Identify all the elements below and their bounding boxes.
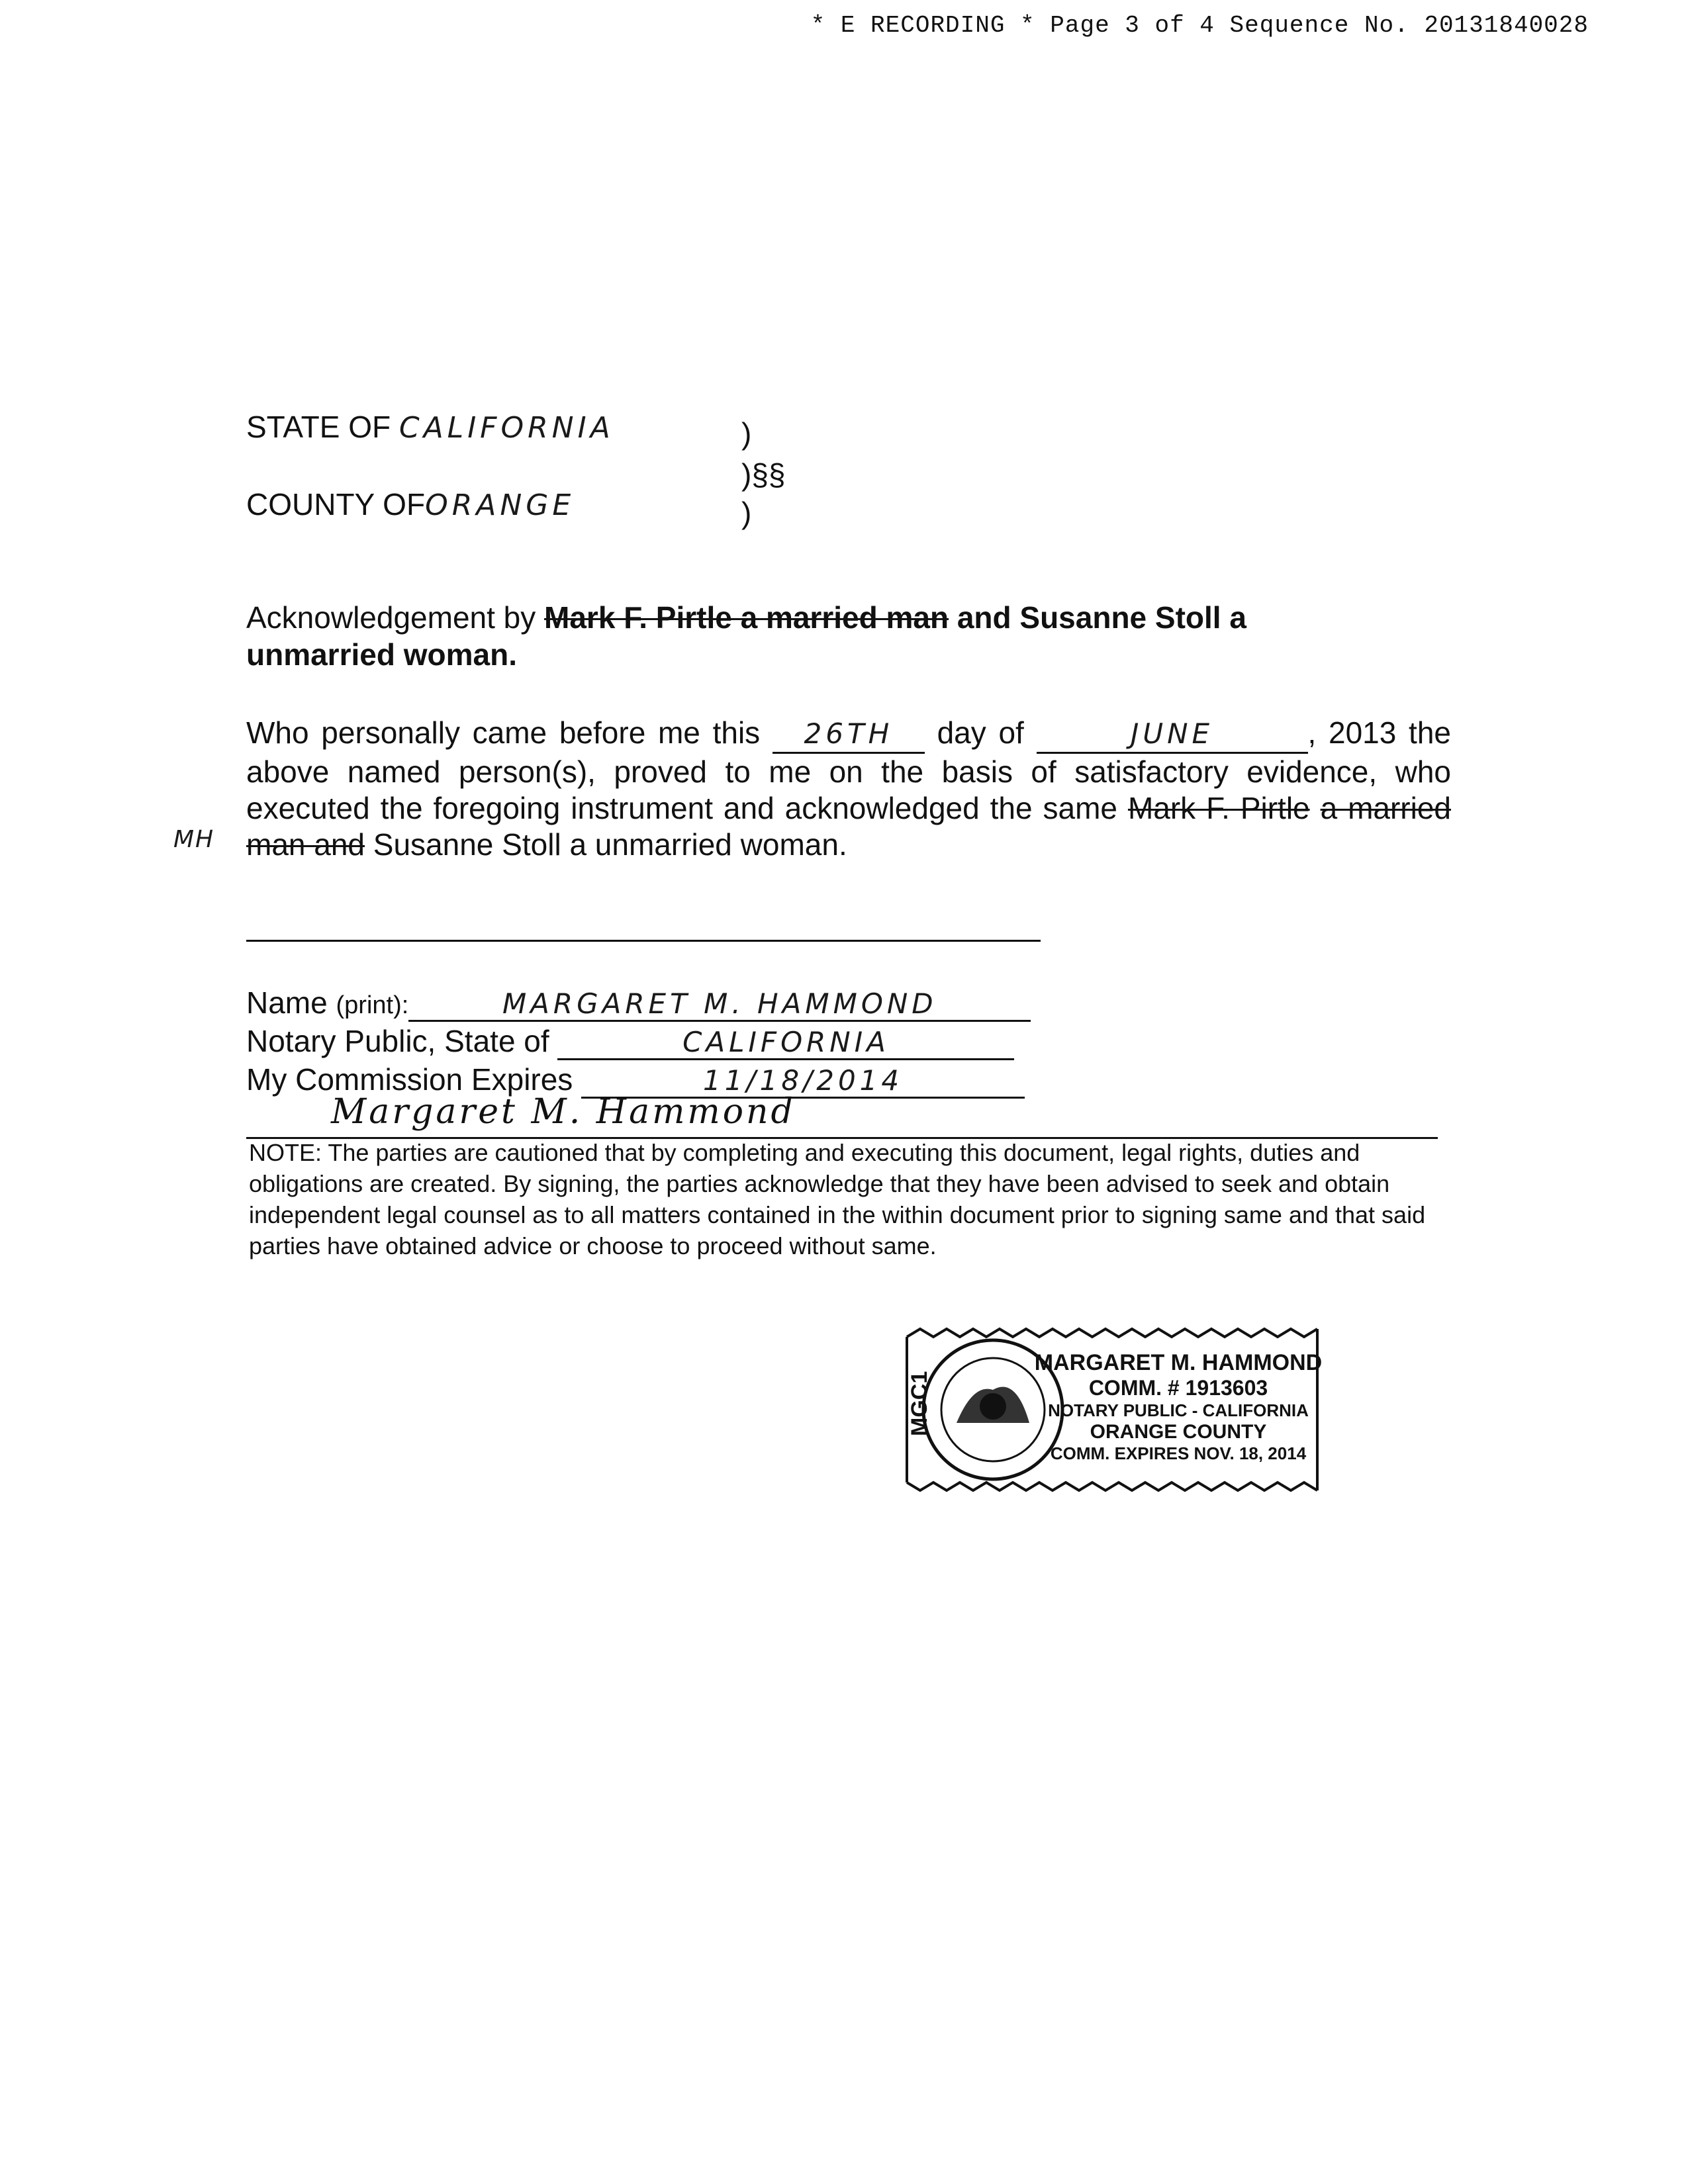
seal-name: MARGARET M. HAMMOND (1034, 1350, 1323, 1375)
seal-title: NOTARY PUBLIC - CALIFORNIA (1048, 1400, 1309, 1420)
seal-county: ORANGE COUNTY (1090, 1421, 1267, 1443)
month-field: JUNE (1037, 715, 1308, 754)
state-line (246, 409, 614, 445)
ack-struck-name: Mark F. Pirtle a married man (544, 600, 949, 635)
notary-signature: Margaret M. Hammond (331, 1092, 796, 1132)
notary-state-label: Notary Public, State of (246, 1024, 549, 1058)
acknowledgement-heading (246, 599, 1358, 673)
notary-state-value: CALIFORNIA (557, 1026, 1014, 1060)
day-field: 26TH (773, 715, 925, 754)
body-struck-1: Mark F. Pirtle (1127, 791, 1310, 825)
venue-paren-bottom: ) (741, 496, 752, 530)
recording-header: * E RECORDING * Page 3 of 4 Sequence No. 20131840028 (810, 12, 1589, 39)
seal-side-label-left: MGC1 (907, 1371, 932, 1436)
margin-initials: MH (173, 826, 215, 853)
venue-section-mark: )§§ (741, 457, 786, 492)
expires-value: 11/18/2014 (581, 1064, 1025, 1099)
body-part3: the above named person(s), proved to me on the basis of satisfactory evidence, who executed the foregoing instrument and acknowledged the same (246, 715, 1451, 825)
signature-line (246, 940, 1041, 942)
name-label: Name (246, 985, 328, 1020)
note-paragraph: NOTE: The parties are cautioned that by completing and executing this document, legal rights, duties and obligations are created. By signing, the parties acknowledge that they have been advised to seek and obtain independent legal counsel as to all matters contained in the within document prior to signing same and that said parties have obtained advice or choose to proceed without same. (249, 1139, 1426, 1259)
ack-suffix: and Susanne Stoll a unmarried woman. (246, 600, 1246, 672)
state-value: CALIFORNIA (399, 411, 614, 445)
seal-text-block (1033, 1350, 1324, 1464)
state-label: STATE OF (246, 410, 391, 444)
seal-comm: COMM. # 1913603 (1088, 1376, 1268, 1400)
expires-label: My Commission Expires (246, 1062, 573, 1097)
name-value: MARGARET M. HAMMOND (408, 987, 1031, 1022)
body-part1: Who personally came before me this (246, 715, 761, 750)
county-line (246, 486, 575, 522)
body-part2: day of (937, 715, 1024, 750)
county-label: COUNTY OF (246, 487, 426, 522)
body-struck-2: a married man and (246, 791, 1452, 862)
ack-prefix: Acknowledgement by (246, 600, 536, 635)
body-paragraph (246, 715, 1451, 863)
county-value: ORANGE (425, 488, 575, 522)
venue-paren-top: ) (741, 416, 752, 451)
name-label-small: (print): (336, 991, 409, 1019)
body-part4: Susanne Stoll a unmarried woman. (373, 827, 847, 862)
year-text: , 2013 (1307, 715, 1397, 750)
state-field-row (246, 1023, 1014, 1060)
seal-expires: COMM. EXPIRES NOV. 18, 2014 (1050, 1443, 1307, 1463)
name-field-row (246, 985, 1031, 1022)
